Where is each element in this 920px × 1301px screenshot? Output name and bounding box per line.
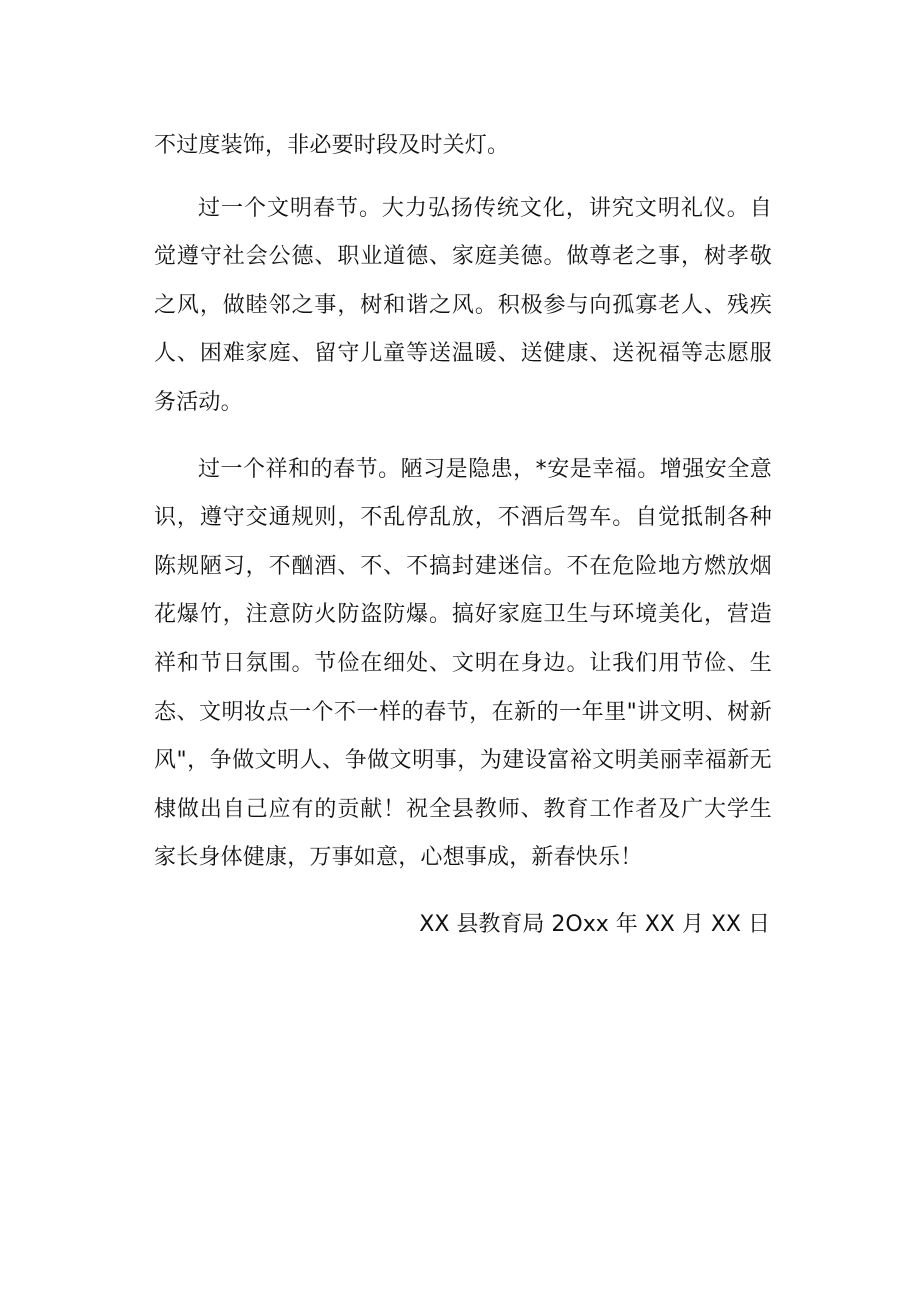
document-page bbox=[154, 122, 772, 950]
signature-line: XX 县教育局 2Oxx 年 XX 月 XX 日 bbox=[419, 911, 770, 937]
paragraph-civilized-spring-festival: 过一个文明春节。大力弘扬传统文化，讲究文明礼仪。自觉遵守社会公德、职业道德、家庭美德。做尊老之事，树孝敬之风，做睦邻之事，树和谐之风。积极参与向孤寡老人、残疾人、困难家庭、留守儿童等送温暖、送健康、送祝福等志愿服务活动。 bbox=[154, 195, 772, 415]
paragraph-continuation: 不过度装饰，非必要时段及时关灯。 bbox=[154, 133, 510, 158]
paragraph-harmonious-spring-festival: 过一个祥和的春节。陋习是隐患，*安是幸福。增强安全意识，遵守交通规则，不乱停乱放，不酒后驾车。自觉抵制各种陈规陋习，不酗酒、不、不搞封建迷信。不在危险地方燃放烟花爆竹，注意防火防盗防爆。搞好家庭卫生与环境美化，营造祥和节日氛围。节俭在细处、文明在身边。让我们用节俭、生态、文明妆点一个不一样的春节，在新的一年里"讲文明、树新风"，争做文明人、争做文明事，为建设富裕文明美丽幸福新无棣做出自己应有的贡献！祝全县教师、教育工作者及广大学生家长身体健康，万事如意，心想事成，新春快乐！ bbox=[154, 456, 772, 871]
